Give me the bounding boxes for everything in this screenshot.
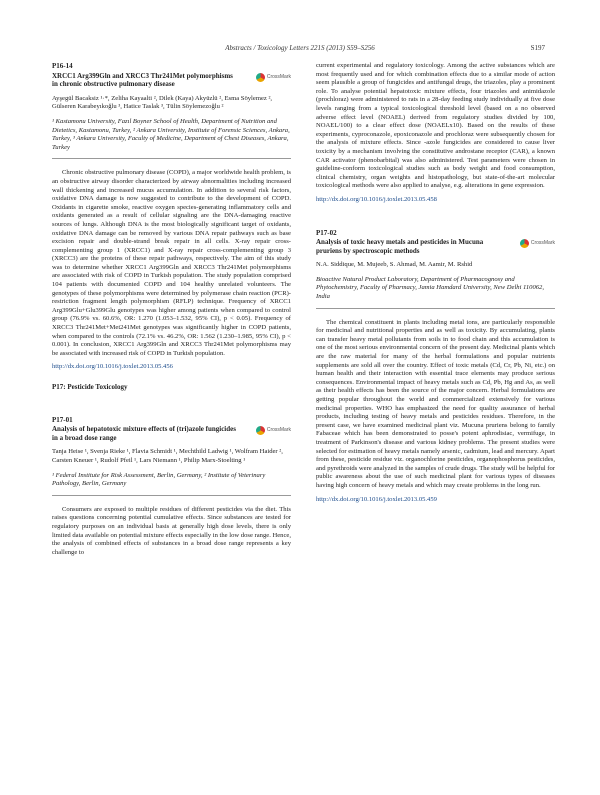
article-p17-01 [52,416,291,558]
article-id: P16-14 [52,62,73,70]
doi-link[interactable]: http://dx.doi.org/10.1016/j.toxlet.2013.05.458 [316,195,437,203]
journal-header: Abstracts / Toxicology Letters 221S (2013) S59–S256 [225,44,375,52]
article-title: Analysis of toxic heavy metals and pesticides in Mucuna pruriens by spectroscopic methods [316,238,484,255]
article-authors: N.A. Siddique, M. Mujeeb, S. Ahmad, M. Aamir, M. Rshid [316,261,473,269]
article-title: Analysis of hepatotoxic mixture effects of (tri)azole fungicides in a broad dose range [52,425,236,442]
article-affiliations: Bioactive Natural Product Laboratory, Department of Pharmacognosy and Phytochemistry, Faculty of Pharmacy, Jamia Hamdard University, New Delhi 110062, India [316,275,544,301]
section-heading: P17: Pesticide Toxicology [52,383,128,391]
right-column [316,62,555,504]
article-title: XRCC1 Arg399Gln and XRCC3 Thr241Met polymorphisms in chronic obstructive pulmonary disease [52,71,233,89]
crossmark-badge[interactable] [520,239,555,248]
crossmark-icon [256,73,265,82]
article-p17-02 [316,229,555,505]
article-abstract: Chronic obstructive pulmonary disease (COPD), a major worldwide health problem, is an obstructive airway disorder characterized by airway abnormalities including increased wall thickening and increased mucus accumulation. In addition to several risk factors, oxidative DNA damage is now suggested to contribute to the development of COPD. Oxidants in cigarette smoke, reactive oxygen species-generating inflammatory cells and oxidants generated as a result of cellular signaling are the DNA-damaging reactive sources of lungs. Although DNA is the most biologically significant target of oxidants, oxidative DNA damage can be removed by various DNA repair pathways such as base excision repair and double-strand break repair in all cells. X-ray repair cross-complementing group 1 (XRCC1) and X-ray repair cross-complementing group 3 (XRCC3) are the proteins of these repair pathways, respectively. The aim of this study was to determine whether XRCC1 Arg399Gln and XRCC3 Thr241Met polymorphisms are associated with risk of COPD in Turkish population. The study population comprised 104 patients with documented COPD and 104 healthy unrelated volunteers. The genotypes of these polymorphisms were determined by polymerase chain reaction (PCR)-restriction fragment length polymorphism (RFLP) technique. Frequency of XRCC1 Arg399Glu+Glu399Glu genotypes was higher among patients when compared to control group (76.9% vs. 60.6%, OR: 1.270 (1.053–1.532, 95% CI), p < 0.05). Frequency of XRCC3 Thr241Met+Met241Met genotypes was significantly higher in COPD patients, when compared to the controls (72.1% vs. 46.2%, OR: 1.562 (1.230–1.985, 95% CI), p < 0.001). In conclusion, XRCC1 Arg399Gln and XRCC3 Thr241Met polymorphisms may be associated with increased risk of COPD in Turkish population. [52,169,291,357]
doi-link[interactable]: http://dx.doi.org/10.1016/j.toxlet.2013.05.456 [52,363,173,371]
crossmark-label: CrossMark [266,73,291,80]
article-affiliations: ¹ Kastamonu University, Fazıl Boyner School of Health, Department of Nutrition and Dietetics, Kastamonu, Turkey, ² Ankara University, Institute of Forensic Sciences, Ankara, Turkey, ³ Ankara University, Faculty of Medicine, Department of Chest Diseases, Ankara, Turkey [52,117,290,151]
crossmark-label: CrossMark [266,427,291,434]
divider [52,158,291,159]
crossmark-badge[interactable] [256,73,291,82]
article-p16-14 [52,62,291,372]
article-authors: Ayşegül Bacaksiz ¹·*, Zeliha Kayaalti ², Dilek (Kaya) Akyüzlü ², Esma Söylemez ², Gülseren Karabeyıkoğlu ³, Hatice Taslak ³, Tülin Söylemezoğlu ² [52,94,273,111]
article-abstract-part1: Consumers are exposed to multiple residues of different pesticides via the diet. This raises questions concerning potential cumulative effects. Since substances are tested for regulatory purposes on an individual basis at generally high dose levels, there is only limited data available on potential mixture effects especially in the low dose range. Hence, the analysis of combined effects of substances in a broad dose range represents a key challenge to [52,505,291,556]
divider [316,308,555,309]
doi-link[interactable]: http://dx.doi.org/10.1016/j.toxlet.2013.05.459 [316,495,437,503]
crossmark-badge[interactable] [256,426,291,435]
article-id: P17-01 [52,415,73,424]
article-affiliations: ¹ Federal Institute for Risk Assessment, Berlin, Germany, ² Institute of Veterinary Pathology, Berlin, Germany [52,471,266,488]
article-abstract: The chemical constituent in plants including metal ions, are particularly responsible for medicinal and nutritional properties and as well as toxicity. By accumulating, plants can transfer heavy metal pollutants from soils in to food chain and this accumulation is one of the most serious environmental concern of the present day. Medicinal plants which are the raw material for many of the herbal formulations and popular nutrients supplements are sold all over the country. Effect of toxic metals (Cd, Cr, Pb, Ni, etc.) on human health and their interaction with essential trace elements may produce serious consequences. Environmental impact of heavy metals such as Cd, Pb, Hg and As, as well as their health effects has been the source of the major concern. Herbal formulations are getting popular throughout the world and commercialized extensively for various medicinal properties. WHO has emphasized the need for quality assurance of herbal products, including testing of heavy metals and pesticides residues. Therefore, in the present case, we have examined medicinal plant viz. Mucuna pruriens belong to family Fabaceae which has been demonstrated to posse's potent aphrodisiac, vermifuge, in treatment of Parkinson's disease and various kidney problems. The present studies were selected for estimation of heavy metals namely arsenic, cadmium, lead and mercury. Apart from these, pesticide residue viz. organochlorine pesticides, organophosphorus pesticides, and pyrethroids were analyzed in the samples of crude drugs. The study will be helpful for public awareness about the use of such medicinal plant for various types of diseases having high concern of heavy metals and which may create problems in the long run. [316,318,555,489]
crossmark-label: CrossMark [530,240,555,247]
divider [52,495,291,496]
article-id: P17-02 [316,228,337,237]
crossmark-icon [520,239,529,248]
article-abstract-part2: current experimental and regulatory toxicology. Among the active substances which are most frequently used and for which combination effects due to a similar mode of action seem plausible a group of fungicides and antifungal drugs, the triazoles, play a prominent role. To analyse potential hepatotoxic mixture effects, four triazoles and animidazole (prochloraz) were administered to rats in a 28-day feeding study individually at five dose levels ranging from a typical toxicological threshold level (based on a no observed adverse effect level (NOAEL) derived from regulatory studies divided by 100, NOAEL/100) to a clear effect dose (NOAELx10). Based on the results of these experiments, cyproconazole, epoxiconazole and prochloraz were subsequently chosen for the analysis of mixture effects. Since -azole fungicides are considered to cause liver toxicity by a mechanism involving the constitutive androstane receptor (CAR), a known CAR activator (phenobarbital) was also administered. Test parameters were chosen in guideline-conform toxicological studies such as body weight and food consumption, clinical chemistry, organ weights and histopathology, but state-of-the-art molecular toxicological methods were also applied to analyse, e.g. alterations in gene expression. [316,62,555,190]
left-column [52,62,291,557]
crossmark-icon [256,426,265,435]
article-authors: Tanja Heise ¹, Svenja Rieke ¹, Flavia Schmidt ¹, Mechthild Ladwig ¹, Wolfram Haider ², Carsten Kneuer ¹, Rudolf Pfeil ¹, Lars Niemann ¹, Philip Marx-Stoelting ¹ [52,448,283,464]
page-number: S197 [530,44,545,52]
